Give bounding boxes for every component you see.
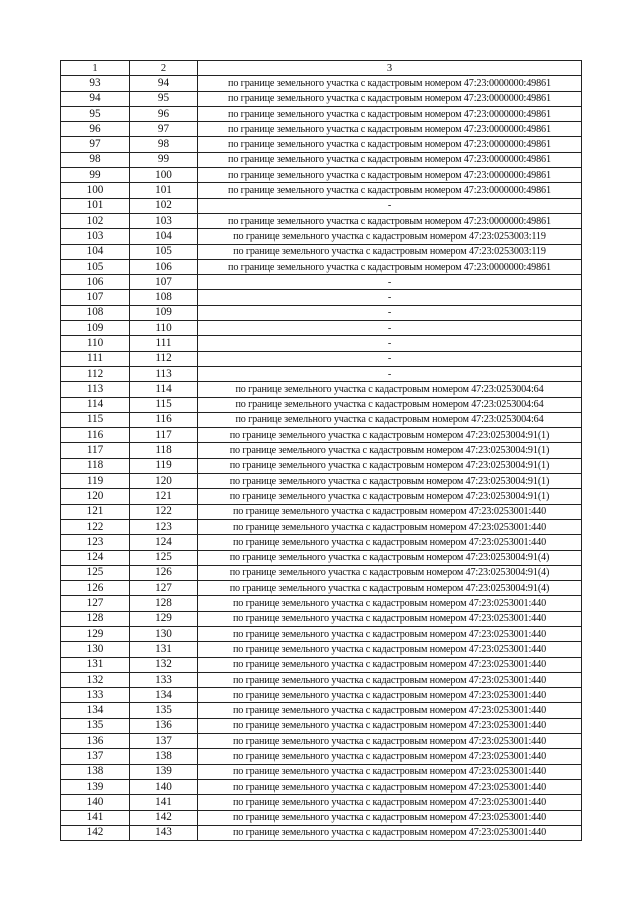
to-point-cell: 136 bbox=[130, 718, 198, 733]
to-point-cell: 142 bbox=[130, 810, 198, 825]
from-point-cell: 139 bbox=[61, 779, 130, 794]
to-point-cell: 117 bbox=[130, 428, 198, 443]
table-row bbox=[61, 535, 582, 550]
to-point-cell: 134 bbox=[130, 688, 198, 703]
to-point-cell: 125 bbox=[130, 550, 198, 565]
boundary-table bbox=[60, 60, 582, 841]
to-point-cell: 103 bbox=[130, 213, 198, 228]
to-point-cell: 140 bbox=[130, 779, 198, 794]
boundary-description-cell: по границе земельного участка с кадастровым номером 47:23:0253001:440 bbox=[198, 764, 582, 779]
header-col-1: 1 bbox=[61, 61, 130, 76]
boundary-description-cell: по границе земельного участка с кадастровым номером 47:23:0253001:440 bbox=[198, 642, 582, 657]
boundary-description-cell: по границе земельного участка с кадастровым номером 47:23:0000000:49861 bbox=[198, 137, 582, 152]
from-point-cell: 133 bbox=[61, 688, 130, 703]
to-point-cell: 98 bbox=[130, 137, 198, 152]
to-point-cell: 124 bbox=[130, 535, 198, 550]
from-point-cell: 119 bbox=[61, 474, 130, 489]
boundary-description-cell: по границе земельного участка с кадастровым номером 47:23:0253001:440 bbox=[198, 626, 582, 641]
to-point-cell: 100 bbox=[130, 168, 198, 183]
table-row bbox=[61, 810, 582, 825]
boundary-description-cell: по границе земельного участка с кадастровым номером 47:23:0253004:91(4) bbox=[198, 550, 582, 565]
from-point-cell: 97 bbox=[61, 137, 130, 152]
to-point-cell: 95 bbox=[130, 91, 198, 106]
to-point-cell: 143 bbox=[130, 825, 198, 840]
table-row bbox=[61, 336, 582, 351]
boundary-description-cell: - bbox=[198, 305, 582, 320]
table-row bbox=[61, 795, 582, 810]
to-point-cell: 108 bbox=[130, 290, 198, 305]
boundary-description-cell: по границе земельного участка с кадастровым номером 47:23:0253001:440 bbox=[198, 795, 582, 810]
boundary-description-cell: по границе земельного участка с кадастровым номером 47:23:0253001:440 bbox=[198, 519, 582, 534]
boundary-description-cell: - bbox=[198, 351, 582, 366]
from-point-cell: 134 bbox=[61, 703, 130, 718]
from-point-cell: 106 bbox=[61, 275, 130, 290]
table-row bbox=[61, 688, 582, 703]
from-point-cell: 117 bbox=[61, 443, 130, 458]
table-row bbox=[61, 244, 582, 259]
table-row bbox=[61, 489, 582, 504]
boundary-description-cell: по границе земельного участка с кадастровым номером 47:23:0000000:49861 bbox=[198, 106, 582, 121]
to-point-cell: 138 bbox=[130, 749, 198, 764]
header-col-3: 3 bbox=[198, 61, 582, 76]
table-row bbox=[61, 382, 582, 397]
boundary-description-cell: по границе земельного участка с кадастровым номером 47:23:0253001:440 bbox=[198, 734, 582, 749]
table-row bbox=[61, 229, 582, 244]
table-row bbox=[61, 458, 582, 473]
from-point-cell: 116 bbox=[61, 428, 130, 443]
from-point-cell: 102 bbox=[61, 213, 130, 228]
table-row bbox=[61, 305, 582, 320]
from-point-cell: 95 bbox=[61, 106, 130, 121]
table-row bbox=[61, 275, 582, 290]
to-point-cell: 141 bbox=[130, 795, 198, 810]
table-row bbox=[61, 565, 582, 580]
boundary-description-cell: по границе земельного участка с кадастровым номером 47:23:0253001:440 bbox=[198, 611, 582, 626]
table-row bbox=[61, 137, 582, 152]
to-point-cell: 119 bbox=[130, 458, 198, 473]
boundary-description-cell: по границе земельного участка с кадастровым номером 47:23:0253001:440 bbox=[198, 825, 582, 840]
from-point-cell: 120 bbox=[61, 489, 130, 504]
from-point-cell: 127 bbox=[61, 596, 130, 611]
from-point-cell: 140 bbox=[61, 795, 130, 810]
boundary-description-cell: по границе земельного участка с кадастровым номером 47:23:0253004:91(4) bbox=[198, 581, 582, 596]
to-point-cell: 111 bbox=[130, 336, 198, 351]
table-row bbox=[61, 504, 582, 519]
table-row bbox=[61, 734, 582, 749]
table-row bbox=[61, 596, 582, 611]
from-point-cell: 125 bbox=[61, 565, 130, 580]
from-point-cell: 99 bbox=[61, 168, 130, 183]
to-point-cell: 102 bbox=[130, 198, 198, 213]
to-point-cell: 114 bbox=[130, 382, 198, 397]
table-row bbox=[61, 825, 582, 840]
table-row bbox=[61, 428, 582, 443]
table-row bbox=[61, 122, 582, 137]
boundary-description-cell: по границе земельного участка с кадастровым номером 47:23:0000000:49861 bbox=[198, 259, 582, 274]
from-point-cell: 123 bbox=[61, 535, 130, 550]
table-row bbox=[61, 657, 582, 672]
boundary-description-cell: по границе земельного участка с кадастровым номером 47:23:0000000:49861 bbox=[198, 168, 582, 183]
boundary-description-cell: по границе земельного участка с кадастровым номером 47:23:0253001:440 bbox=[198, 672, 582, 687]
boundary-description-cell: по границе земельного участка с кадастровым номером 47:23:0253004:64 bbox=[198, 382, 582, 397]
table-row bbox=[61, 718, 582, 733]
from-point-cell: 103 bbox=[61, 229, 130, 244]
from-point-cell: 118 bbox=[61, 458, 130, 473]
to-point-cell: 106 bbox=[130, 259, 198, 274]
to-point-cell: 112 bbox=[130, 351, 198, 366]
to-point-cell: 113 bbox=[130, 366, 198, 381]
to-point-cell: 135 bbox=[130, 703, 198, 718]
boundary-description-cell: по границе земельного участка с кадастровым номером 47:23:0253003:119 bbox=[198, 244, 582, 259]
boundary-description-cell: - bbox=[198, 275, 582, 290]
to-point-cell: 109 bbox=[130, 305, 198, 320]
boundary-description-cell: по границе земельного участка с кадастровым номером 47:23:0253004:91(4) bbox=[198, 565, 582, 580]
from-point-cell: 142 bbox=[61, 825, 130, 840]
table-row bbox=[61, 351, 582, 366]
to-point-cell: 116 bbox=[130, 412, 198, 427]
boundary-description-cell: - bbox=[198, 198, 582, 213]
boundary-description-cell: по границе земельного участка с кадастровым номером 47:23:0253001:440 bbox=[198, 535, 582, 550]
boundary-description-cell: по границе земельного участка с кадастровым номером 47:23:0253004:91(1) bbox=[198, 458, 582, 473]
table-row bbox=[61, 76, 582, 91]
table-row bbox=[61, 366, 582, 381]
boundary-description-cell: по границе земельного участка с кадастровым номером 47:23:0253004:64 bbox=[198, 412, 582, 427]
to-point-cell: 120 bbox=[130, 474, 198, 489]
to-point-cell: 97 bbox=[130, 122, 198, 137]
to-point-cell: 118 bbox=[130, 443, 198, 458]
to-point-cell: 137 bbox=[130, 734, 198, 749]
boundary-description-cell: по границе земельного участка с кадастровым номером 47:23:0000000:49861 bbox=[198, 91, 582, 106]
from-point-cell: 121 bbox=[61, 504, 130, 519]
table-row bbox=[61, 626, 582, 641]
to-point-cell: 121 bbox=[130, 489, 198, 504]
from-point-cell: 124 bbox=[61, 550, 130, 565]
from-point-cell: 100 bbox=[61, 183, 130, 198]
boundary-description-cell: - bbox=[198, 336, 582, 351]
to-point-cell: 101 bbox=[130, 183, 198, 198]
table-row bbox=[61, 642, 582, 657]
from-point-cell: 135 bbox=[61, 718, 130, 733]
boundary-description-cell: - bbox=[198, 290, 582, 305]
table-row bbox=[61, 198, 582, 213]
boundary-description-cell: по границе земельного участка с кадастровым номером 47:23:0253004:91(1) bbox=[198, 428, 582, 443]
from-point-cell: 109 bbox=[61, 321, 130, 336]
table-row bbox=[61, 168, 582, 183]
boundary-description-cell: - bbox=[198, 321, 582, 336]
from-point-cell: 111 bbox=[61, 351, 130, 366]
to-point-cell: 105 bbox=[130, 244, 198, 259]
boundary-description-cell: по границе земельного участка с кадастровым номером 47:23:0253001:440 bbox=[198, 779, 582, 794]
from-point-cell: 93 bbox=[61, 76, 130, 91]
header-col-2: 2 bbox=[130, 61, 198, 76]
from-point-cell: 114 bbox=[61, 397, 130, 412]
to-point-cell: 132 bbox=[130, 657, 198, 672]
table-row bbox=[61, 183, 582, 198]
from-point-cell: 112 bbox=[61, 366, 130, 381]
from-point-cell: 136 bbox=[61, 734, 130, 749]
from-point-cell: 122 bbox=[61, 519, 130, 534]
from-point-cell: 141 bbox=[61, 810, 130, 825]
to-point-cell: 130 bbox=[130, 626, 198, 641]
table-row bbox=[61, 672, 582, 687]
to-point-cell: 122 bbox=[130, 504, 198, 519]
table-row bbox=[61, 259, 582, 274]
from-point-cell: 132 bbox=[61, 672, 130, 687]
from-point-cell: 98 bbox=[61, 152, 130, 167]
table-row bbox=[61, 611, 582, 626]
from-point-cell: 137 bbox=[61, 749, 130, 764]
to-point-cell: 131 bbox=[130, 642, 198, 657]
table-row bbox=[61, 581, 582, 596]
table-row bbox=[61, 550, 582, 565]
from-point-cell: 107 bbox=[61, 290, 130, 305]
from-point-cell: 94 bbox=[61, 91, 130, 106]
boundary-description-cell: по границе земельного участка с кадастровым номером 47:23:0253004:91(1) bbox=[198, 443, 582, 458]
boundary-description-cell: по границе земельного участка с кадастровым номером 47:23:0253001:440 bbox=[198, 657, 582, 672]
boundary-description-cell: по границе земельного участка с кадастровым номером 47:23:0000000:49861 bbox=[198, 122, 582, 137]
table-row bbox=[61, 749, 582, 764]
table-row bbox=[61, 91, 582, 106]
boundary-description-cell: по границе земельного участка с кадастровым номером 47:23:0253004:91(1) bbox=[198, 489, 582, 504]
to-point-cell: 104 bbox=[130, 229, 198, 244]
boundary-description-cell: по границе земельного участка с кадастровым номером 47:23:0253001:440 bbox=[198, 703, 582, 718]
from-point-cell: 108 bbox=[61, 305, 130, 320]
table-row bbox=[61, 290, 582, 305]
header-row bbox=[61, 61, 582, 76]
to-point-cell: 96 bbox=[130, 106, 198, 121]
boundary-description-cell: по границе земельного участка с кадастровым номером 47:23:0253001:440 bbox=[198, 718, 582, 733]
table-row bbox=[61, 106, 582, 121]
to-point-cell: 107 bbox=[130, 275, 198, 290]
table-row bbox=[61, 703, 582, 718]
boundary-description-cell: по границе земельного участка с кадастровым номером 47:23:0253001:440 bbox=[198, 504, 582, 519]
to-point-cell: 133 bbox=[130, 672, 198, 687]
boundary-description-cell: по границе земельного участка с кадастровым номером 47:23:0000000:49861 bbox=[198, 76, 582, 91]
table-row bbox=[61, 443, 582, 458]
to-point-cell: 126 bbox=[130, 565, 198, 580]
from-point-cell: 115 bbox=[61, 412, 130, 427]
table-row bbox=[61, 474, 582, 489]
table-body bbox=[61, 76, 582, 841]
boundary-description-cell: по границе земельного участка с кадастровым номером 47:23:0253001:440 bbox=[198, 749, 582, 764]
from-point-cell: 101 bbox=[61, 198, 130, 213]
to-point-cell: 115 bbox=[130, 397, 198, 412]
table-row bbox=[61, 764, 582, 779]
to-point-cell: 123 bbox=[130, 519, 198, 534]
from-point-cell: 105 bbox=[61, 259, 130, 274]
boundary-description-cell: по границе земельного участка с кадастровым номером 47:23:0253001:440 bbox=[198, 688, 582, 703]
from-point-cell: 96 bbox=[61, 122, 130, 137]
boundary-description-cell: по границе земельного участка с кадастровым номером 47:23:0253004:64 bbox=[198, 397, 582, 412]
from-point-cell: 130 bbox=[61, 642, 130, 657]
to-point-cell: 110 bbox=[130, 321, 198, 336]
boundary-description-cell: по границе земельного участка с кадастровым номером 47:23:0253003:119 bbox=[198, 229, 582, 244]
table-header bbox=[61, 61, 582, 76]
to-point-cell: 128 bbox=[130, 596, 198, 611]
table-row bbox=[61, 412, 582, 427]
to-point-cell: 94 bbox=[130, 76, 198, 91]
table-row bbox=[61, 519, 582, 534]
to-point-cell: 139 bbox=[130, 764, 198, 779]
from-point-cell: 126 bbox=[61, 581, 130, 596]
from-point-cell: 110 bbox=[61, 336, 130, 351]
to-point-cell: 99 bbox=[130, 152, 198, 167]
from-point-cell: 128 bbox=[61, 611, 130, 626]
boundary-description-cell: по границе земельного участка с кадастровым номером 47:23:0000000:49861 bbox=[198, 152, 582, 167]
table-row bbox=[61, 152, 582, 167]
boundary-description-cell: - bbox=[198, 366, 582, 381]
from-point-cell: 138 bbox=[61, 764, 130, 779]
table-row bbox=[61, 213, 582, 228]
to-point-cell: 127 bbox=[130, 581, 198, 596]
boundary-description-cell: по границе земельного участка с кадастровым номером 47:23:0253001:440 bbox=[198, 810, 582, 825]
boundary-description-cell: по границе земельного участка с кадастровым номером 47:23:0000000:49861 bbox=[198, 183, 582, 198]
from-point-cell: 129 bbox=[61, 626, 130, 641]
to-point-cell: 129 bbox=[130, 611, 198, 626]
boundary-description-cell: по границе земельного участка с кадастровым номером 47:23:0000000:49861 bbox=[198, 213, 582, 228]
from-point-cell: 113 bbox=[61, 382, 130, 397]
table-row bbox=[61, 779, 582, 794]
boundary-description-cell: по границе земельного участка с кадастровым номером 47:23:0253001:440 bbox=[198, 596, 582, 611]
from-point-cell: 131 bbox=[61, 657, 130, 672]
boundary-description-cell: по границе земельного участка с кадастровым номером 47:23:0253004:91(1) bbox=[198, 474, 582, 489]
table-row bbox=[61, 397, 582, 412]
table-row bbox=[61, 321, 582, 336]
from-point-cell: 104 bbox=[61, 244, 130, 259]
